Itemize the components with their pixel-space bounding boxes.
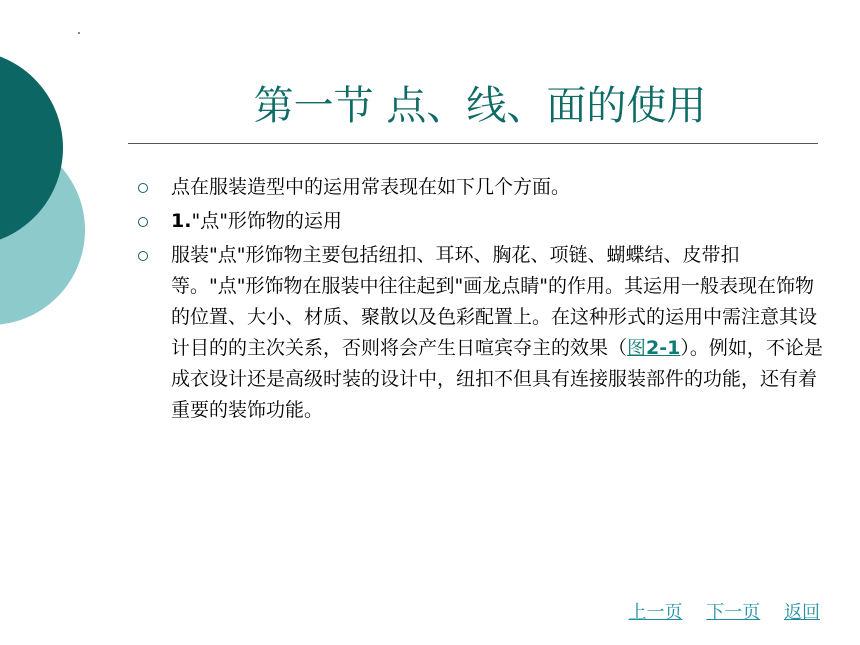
bullet-item [136, 240, 826, 426]
bullet-text: 服装"点"形饰物主要包括纽扣、耳环、胸花、项链、蝴蝶结、皮带扣等。"点"形饰物在服装中往往起到"画龙点睛"的作用。其运用一般表现在饰物的位置、大小、材质、聚散以及色彩配置上。在这种形式的运用中需注意其设计目的的主次关系，否则将会产生日喧宾夺主的效果（ [171, 244, 818, 359]
prev-page-link[interactable]: 上一页 [628, 602, 683, 623]
figure-link[interactable] [627, 337, 680, 359]
circle-bullet-icon [138, 183, 148, 193]
light-teal-circle [0, 135, 85, 325]
bullet-item [136, 172, 826, 203]
small-dot [78, 32, 80, 34]
figure-link-prefix: 图 [627, 337, 647, 359]
circle-bullet-icon [138, 217, 148, 227]
next-page-link[interactable]: 下一页 [706, 602, 761, 623]
page-title: 第一节 点、线、面的使用 [253, 83, 707, 129]
bullet-number: 1. [171, 210, 192, 232]
bullet-item [136, 206, 826, 237]
title-divider [128, 143, 818, 144]
slide-navigation [611, 598, 820, 624]
circle-bullet-icon [138, 251, 148, 261]
dark-teal-circle [0, 50, 63, 246]
figure-link-number: 2-1 [646, 337, 681, 359]
back-link[interactable]: 返回 [784, 602, 820, 623]
bullet-list [136, 172, 826, 429]
bullet-text: 点在服装造型中的运用常表现在如下几个方面。 [171, 176, 571, 198]
bullet-text: "点"形饰物的运用 [191, 210, 342, 232]
bullet-text-tail: ）。例如，不论是成衣设计还是高级时装的设计中，纽扣不但具有连接服装部件的功能，还有着重要的装饰功能。 [171, 337, 823, 421]
